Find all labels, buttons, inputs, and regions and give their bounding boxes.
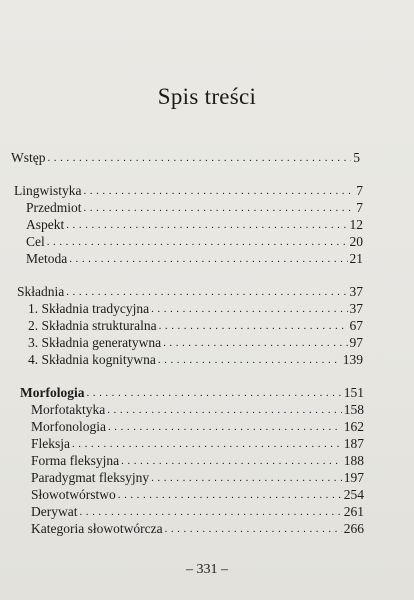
leader-dots bbox=[72, 440, 342, 452]
toc-entry-label: Składnia bbox=[17, 284, 65, 299]
leader-dots bbox=[158, 356, 341, 368]
toc-entry-page: 266 bbox=[343, 521, 364, 536]
toc-entry-label: Słowotwórstwo bbox=[31, 487, 116, 502]
toc-entry-label: Kategoria słowotwórcza bbox=[31, 521, 163, 536]
toc-entry bbox=[20, 385, 364, 401]
page-number-footer: – 331 – bbox=[186, 562, 228, 577]
leader-dots bbox=[48, 154, 352, 166]
toc-entry-page: 37 bbox=[349, 284, 363, 299]
toc-entry-label: Fleksja bbox=[31, 436, 70, 451]
toc-entry-page: 12 bbox=[349, 217, 363, 232]
toc-entry-label: 4. Składnia kognitywna bbox=[28, 352, 156, 367]
toc-entry bbox=[31, 453, 364, 469]
toc-entry-label: 1. Składnia tradycyjna bbox=[28, 301, 150, 316]
toc-entry bbox=[26, 200, 363, 216]
toc-entry-label: 2. Składnia strukturalna bbox=[28, 318, 157, 333]
toc-entry bbox=[26, 251, 363, 267]
leader-dots bbox=[69, 255, 347, 267]
leader-dots bbox=[66, 288, 347, 300]
toc-entry bbox=[26, 217, 363, 233]
leader-dots bbox=[121, 457, 342, 469]
toc-entry-page: 139 bbox=[342, 352, 363, 367]
toc-entry bbox=[28, 301, 363, 317]
toc-entry bbox=[28, 335, 363, 351]
toc-entry bbox=[28, 352, 363, 368]
leader-dots bbox=[84, 204, 355, 216]
toc-entry-label: Derywat bbox=[31, 504, 78, 519]
toc-entry bbox=[31, 470, 364, 486]
toc-entry bbox=[26, 234, 363, 250]
toc-entry bbox=[31, 436, 364, 452]
leader-dots bbox=[66, 221, 347, 233]
toc-entry bbox=[31, 504, 364, 520]
leader-dots bbox=[86, 389, 341, 401]
toc-entry-page: 7 bbox=[356, 200, 363, 215]
leader-dots bbox=[118, 491, 342, 503]
toc-entry-label: Lingwistyka bbox=[14, 183, 82, 198]
toc-entry-label: 3. Składnia generatywna bbox=[28, 335, 162, 350]
toc-entry-page: 151 bbox=[343, 385, 364, 400]
leader-dots bbox=[151, 474, 342, 486]
toc-entry-label: Aspekt bbox=[26, 217, 65, 232]
toc-entry-label: Morfologia bbox=[20, 385, 85, 400]
page-title: Spis treści bbox=[157, 84, 257, 109]
leader-dots bbox=[151, 305, 347, 317]
toc-entry-page: 254 bbox=[343, 487, 364, 502]
toc-entry-page: 197 bbox=[343, 470, 364, 485]
leader-dots bbox=[165, 525, 342, 537]
toc-entry-label: Paradygmat fleksyjny bbox=[31, 470, 150, 485]
leader-dots bbox=[79, 508, 341, 520]
toc-entry bbox=[31, 419, 364, 435]
toc-entry-label: Przedmiot bbox=[26, 200, 82, 215]
toc-entry-page: 67 bbox=[349, 318, 363, 333]
toc-entry-label: Wstęp bbox=[11, 150, 46, 165]
leader-dots bbox=[159, 322, 348, 334]
leader-dots bbox=[163, 339, 347, 351]
leader-dots bbox=[107, 406, 342, 418]
toc-entry-page: 261 bbox=[343, 504, 364, 519]
toc-entry-page: 188 bbox=[343, 453, 364, 468]
toc-entry-page: 97 bbox=[349, 335, 363, 350]
toc-entry-label: Cel bbox=[26, 234, 45, 249]
toc-entry-page: 7 bbox=[356, 183, 363, 198]
toc-entry-page: 20 bbox=[349, 234, 363, 249]
toc-entry-page: 21 bbox=[349, 251, 363, 266]
toc-entry-label: Morfotaktyka bbox=[31, 402, 106, 417]
leader-dots bbox=[108, 423, 342, 435]
toc-entry bbox=[31, 521, 364, 537]
toc-entry-label: Metoda bbox=[26, 251, 68, 266]
toc-entry bbox=[28, 318, 363, 334]
toc-entry-page: 5 bbox=[353, 150, 360, 165]
toc-entry-page: 37 bbox=[349, 301, 363, 316]
toc-entry bbox=[31, 487, 364, 503]
toc-entry bbox=[14, 183, 363, 199]
toc-entry bbox=[31, 402, 364, 418]
toc-entry-page: 187 bbox=[343, 436, 364, 451]
leader-dots bbox=[47, 238, 348, 250]
toc-entry bbox=[11, 150, 360, 166]
toc-entry-page: 162 bbox=[343, 419, 364, 434]
toc-entry-page: 158 bbox=[343, 402, 364, 417]
toc-entry-label: Forma fleksyjna bbox=[31, 453, 120, 468]
leader-dots bbox=[84, 187, 355, 199]
toc-entry bbox=[17, 284, 363, 300]
toc-entry-label: Morfonologia bbox=[31, 419, 106, 434]
